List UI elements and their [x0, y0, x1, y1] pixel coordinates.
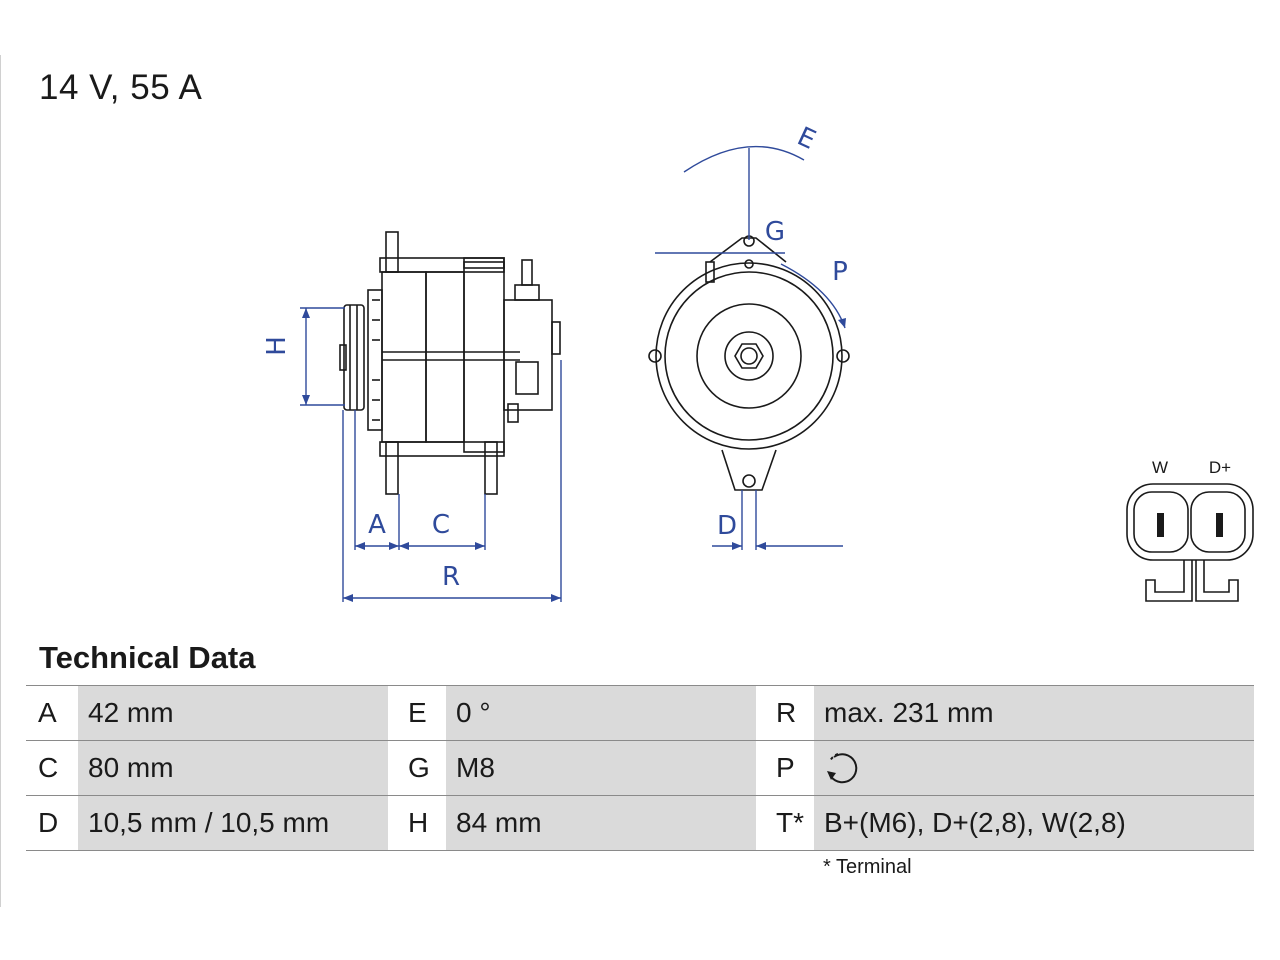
dim-label-a: A [368, 510, 386, 540]
dim-label-d: D [716, 511, 738, 541]
terminal-footnote: * Terminal [823, 856, 912, 878]
front-view [649, 236, 849, 490]
param-key: G [388, 741, 446, 796]
table-row [26, 741, 1254, 796]
param-key: H [388, 796, 446, 851]
param-value: max. 231 mm [814, 686, 1254, 741]
technical-data-table [26, 685, 1254, 851]
param-value: M8 [446, 741, 756, 796]
param-value: 84 mm [446, 796, 756, 851]
table-row [26, 686, 1254, 741]
dim-label-p: P [832, 257, 848, 287]
param-key: P [756, 741, 814, 796]
dim-label-r: R [441, 562, 461, 592]
param-value: 0 ° [446, 686, 756, 741]
dim-label-c: C [431, 510, 451, 540]
param-value: 80 mm [78, 741, 388, 796]
param-value-rotation [814, 741, 1254, 796]
param-key: C [26, 741, 78, 796]
connector-label-dplus: D+ [1208, 458, 1232, 477]
technical-data-title: Technical Data [39, 640, 256, 675]
dim-label-e: E [792, 121, 821, 156]
param-key: R [756, 686, 814, 741]
param-key: A [26, 686, 78, 741]
connector-label-w: W [1151, 458, 1169, 477]
connector-diagram [1127, 458, 1253, 601]
param-key: E [388, 686, 446, 741]
param-value: 10,5 mm / 10,5 mm [78, 796, 388, 851]
clockwise-rotation-icon [824, 749, 862, 787]
param-key: T* [756, 796, 814, 851]
dim-label-h: H [262, 336, 292, 356]
table-row [26, 796, 1254, 851]
param-value: 42 mm [78, 686, 388, 741]
side-view [340, 232, 560, 494]
param-key: D [26, 796, 78, 851]
rating-title: 14 V, 55 A [39, 68, 203, 107]
param-value: B+(M6), D+(2,8), W(2,8) [814, 796, 1254, 851]
dim-label-g: G [764, 217, 786, 247]
